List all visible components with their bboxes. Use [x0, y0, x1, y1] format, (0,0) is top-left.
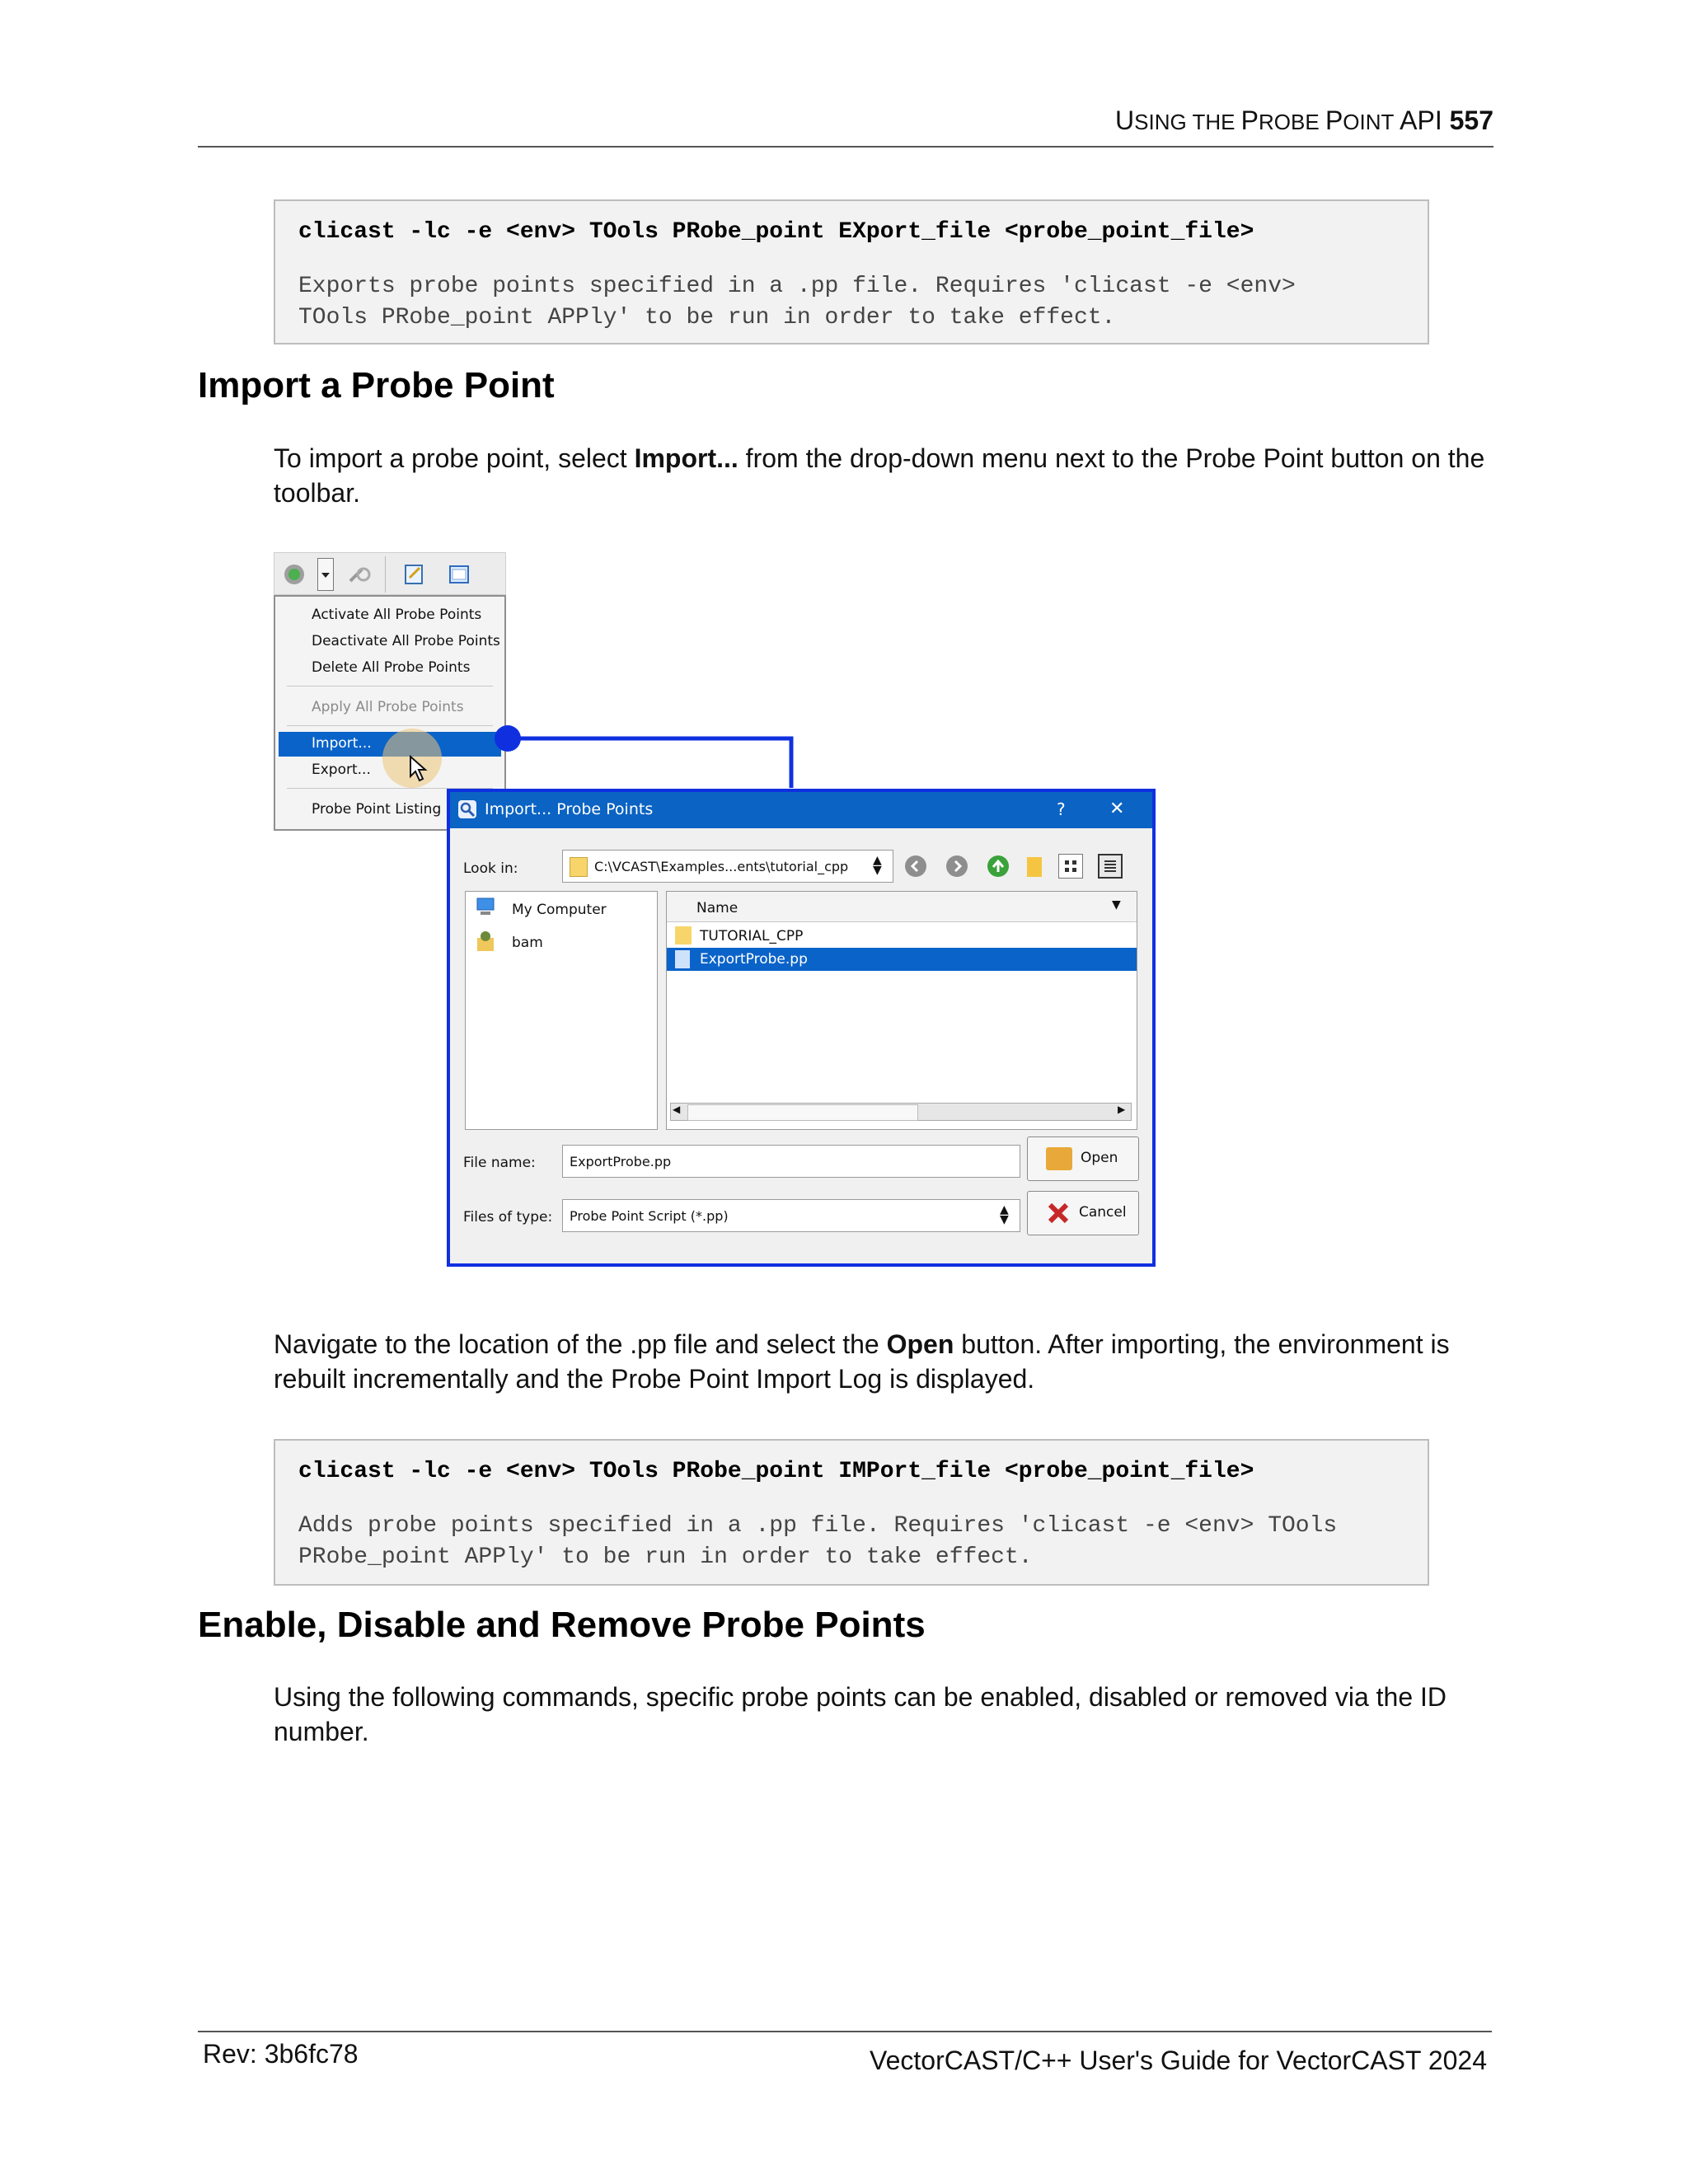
folder-icon	[675, 926, 692, 944]
code-command: clicast -lc -e <env> TOols PRobe_point EXport_file <probe_point_file>	[298, 219, 1254, 245]
code-description: TOols PRobe_point APPly' to be run in order to take effect.	[298, 305, 1116, 330]
cancel-button[interactable]: Cancel	[1027, 1191, 1139, 1235]
paragraph-import: To import a probe point, select Import... from the drop-down menu next to the Probe Point button on the toolbar.	[274, 443, 1485, 508]
footer-guide-title: VectorCAST/C++ User's Guide for VectorCAST 2024	[870, 2046, 1487, 2075]
import-probe-points-dialog	[447, 789, 1156, 1267]
footer-rule	[198, 2031, 1492, 2032]
paragraph-navigate: Navigate to the location of the .pp file and select the Open button. After importing, the environment is rebuilt incrementally and the Probe Point Import Log is displayed.	[274, 1329, 1450, 1394]
column-name-header[interactable]: Name	[696, 900, 738, 916]
probe-point-button-icon[interactable]	[284, 565, 304, 584]
scrollbar-thumb[interactable]	[687, 1104, 918, 1121]
new-folder-icon[interactable]	[1027, 857, 1042, 877]
code-description: Adds probe points specified in a .pp file. Requires 'clicast -e <env> TOols	[298, 1513, 1338, 1539]
place-my-computer[interactable]: My Computer	[512, 902, 607, 918]
toolbar-divider	[385, 556, 386, 593]
edit-script-icon[interactable]	[403, 563, 426, 586]
file-list-header	[667, 892, 1137, 922]
spin-arrows-icon: ▲ ▼	[873, 854, 882, 877]
place-bam[interactable]: bam	[512, 935, 543, 951]
file-name-label: File name:	[463, 1155, 536, 1171]
dialog-title: Import... Probe Points	[485, 800, 654, 818]
menu-item-apply-all: Apply All Probe Points	[312, 699, 464, 715]
file-row-tutorial-cpp[interactable]: TUTORIAL_CPP	[700, 928, 804, 944]
menu-separator	[287, 725, 493, 726]
spin-arrows-icon: ▲ ▼	[1000, 1203, 1009, 1226]
open-folder-icon	[1046, 1147, 1072, 1170]
menu-separator	[287, 686, 493, 687]
code-block-export	[274, 199, 1429, 344]
scroll-left-icon[interactable]: ◀	[673, 1104, 681, 1115]
cancel-x-icon	[1046, 1201, 1071, 1230]
code-description: Exports probe points specified in a .pp file. Requires 'clicast -e <env>	[298, 274, 1296, 299]
code-description: PRobe_point APPly' to be run in order to take effect.	[298, 1544, 1033, 1570]
window-icon[interactable]	[448, 563, 471, 586]
help-button[interactable]: ?	[1057, 799, 1066, 819]
menu-item-deactivate-all[interactable]: Deactivate All Probe Points	[312, 633, 500, 649]
code-command: clicast -lc -e <env> TOols PRobe_point IMPort_file <probe_point_file>	[298, 1459, 1254, 1484]
dialog-titlebar	[450, 792, 1152, 828]
menu-item-import[interactable]: Import...	[312, 735, 372, 752]
folder-icon	[570, 857, 588, 877]
user-folder-icon	[476, 930, 495, 953]
file-list	[666, 891, 1137, 1130]
icon-view-icon[interactable]	[1058, 854, 1083, 879]
files-of-type-label: Files of type:	[463, 1209, 553, 1226]
dropdown-arrow-button[interactable]	[317, 558, 334, 591]
menu-item-activate-all[interactable]: Activate All Probe Points	[312, 607, 482, 623]
my-computer-icon	[474, 897, 497, 918]
places-sidebar	[465, 891, 658, 1130]
forward-icon[interactable]	[946, 855, 968, 877]
file-icon	[675, 950, 690, 968]
menu-item-probe-point-listing[interactable]: Probe Point Listing	[312, 801, 442, 818]
probe-wand-icon[interactable]	[347, 563, 372, 586]
open-button[interactable]: Open	[1027, 1137, 1139, 1181]
scroll-right-icon[interactable]: ▶	[1118, 1104, 1126, 1115]
look-in-label: Look in:	[463, 860, 518, 877]
file-row-exportprobe[interactable]: ExportProbe.pp	[700, 951, 808, 968]
page-number: 557	[1449, 105, 1493, 135]
detail-view-icon[interactable]	[1098, 854, 1123, 879]
section-heading-import: Import a Probe Point	[198, 365, 555, 405]
search-icon	[458, 800, 476, 818]
file-name-input[interactable]: ExportProbe.pp	[562, 1145, 1020, 1178]
paragraph-enable: Using the following commands, specific probe points can be enabled, disabled or removed via the ID number.	[274, 1682, 1447, 1746]
close-button[interactable]: ✕	[1109, 799, 1125, 819]
code-block-import	[274, 1439, 1429, 1586]
parent-directory-icon[interactable]	[987, 855, 1009, 877]
running-header: USING THE PROBE POINT API 557	[1115, 105, 1493, 135]
menu-item-delete-all[interactable]: Delete All Probe Points	[312, 659, 471, 676]
header-rule	[198, 146, 1493, 148]
footer-rev: Rev: 3b6fc78	[203, 2039, 359, 2069]
horizontal-scrollbar[interactable]	[670, 1103, 1132, 1121]
back-icon[interactable]	[905, 855, 926, 877]
menu-item-export[interactable]: Export...	[312, 762, 371, 778]
mouse-cursor-icon	[409, 755, 430, 787]
probe-toolbar	[274, 552, 506, 595]
section-heading-enable: Enable, Disable and Remove Probe Points	[198, 1605, 926, 1645]
chevron-down-icon[interactable]: ▼	[1112, 898, 1121, 912]
files-of-type-combobox[interactable]: Probe Point Script (*.pp) ▲ ▼	[562, 1199, 1020, 1232]
look-in-combobox[interactable]: C:\VCAST\Examples...ents\tutorial_cpp ▲ ▼	[562, 850, 893, 883]
